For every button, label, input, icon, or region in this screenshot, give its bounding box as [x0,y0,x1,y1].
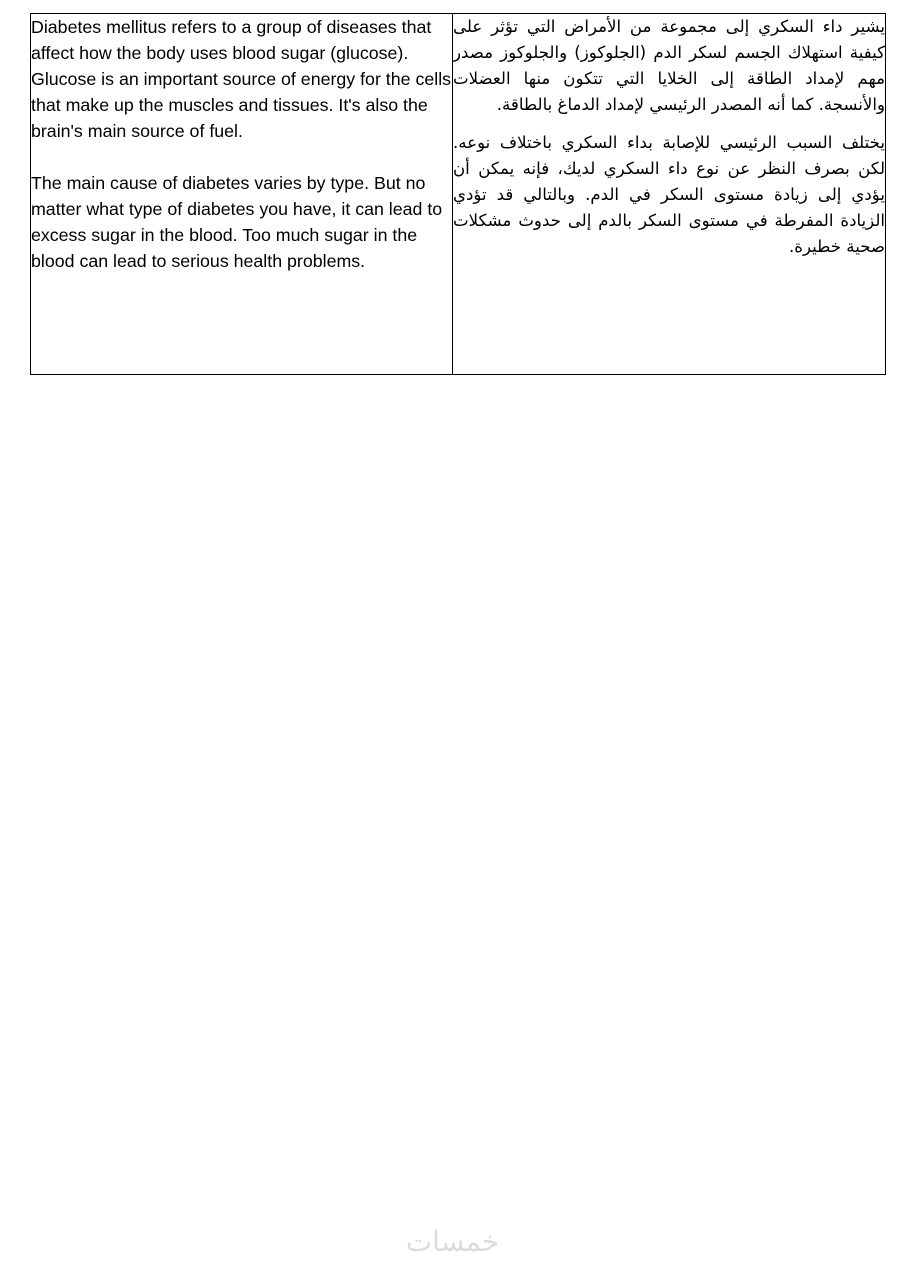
table-row [31,14,886,375]
english-paragraph-2: The main cause of diabetes varies by type. But no matter what type of diabetes you have, it can lead to excess sugar in the blood. Too much sugar in the blood can lead to serious health problems. [31,173,443,271]
english-paragraph-1: Diabetes mellitus refers to a group of diseases that affect how the body uses blood sugar (glucose). Glucose is an important source of energy for the cells that make up the muscles and tissues. It's also the brain's main source of fuel. [31,17,452,141]
arabic-paragraph-1: يشير داء السكري إلى مجموعة من الأمراض التي تؤثر على كيفية استهلاك الجسم لسكر الدم (الجلوكوز) والجلوكوز مصدر مهم لإمداد الطاقة إلى الخلايا التي تتكون منها العضلات والأنسجة. كما أنه المصدر الرئيسي لإمداد الدماغ بالطاقة. [453,17,885,114]
arabic-text-cell [453,14,886,375]
watermark-logo: خمسات [405,1225,500,1258]
translation-table [30,13,886,375]
english-text-cell [31,14,453,375]
arabic-paragraph-2: يختلف السبب الرئيسي للإصابة بداء السكري باختلاف نوعه. لكن بصرف النظر عن نوع داء السكري لديك، فإنه يمكن أن يؤدي إلى زيادة مستوى السكر في الدم. وبالتالي قد تؤدي الزيادة المفرطة في مستوى السكر بالدم إلى حدوث مشكلات صحية خطيرة. [453,133,885,256]
